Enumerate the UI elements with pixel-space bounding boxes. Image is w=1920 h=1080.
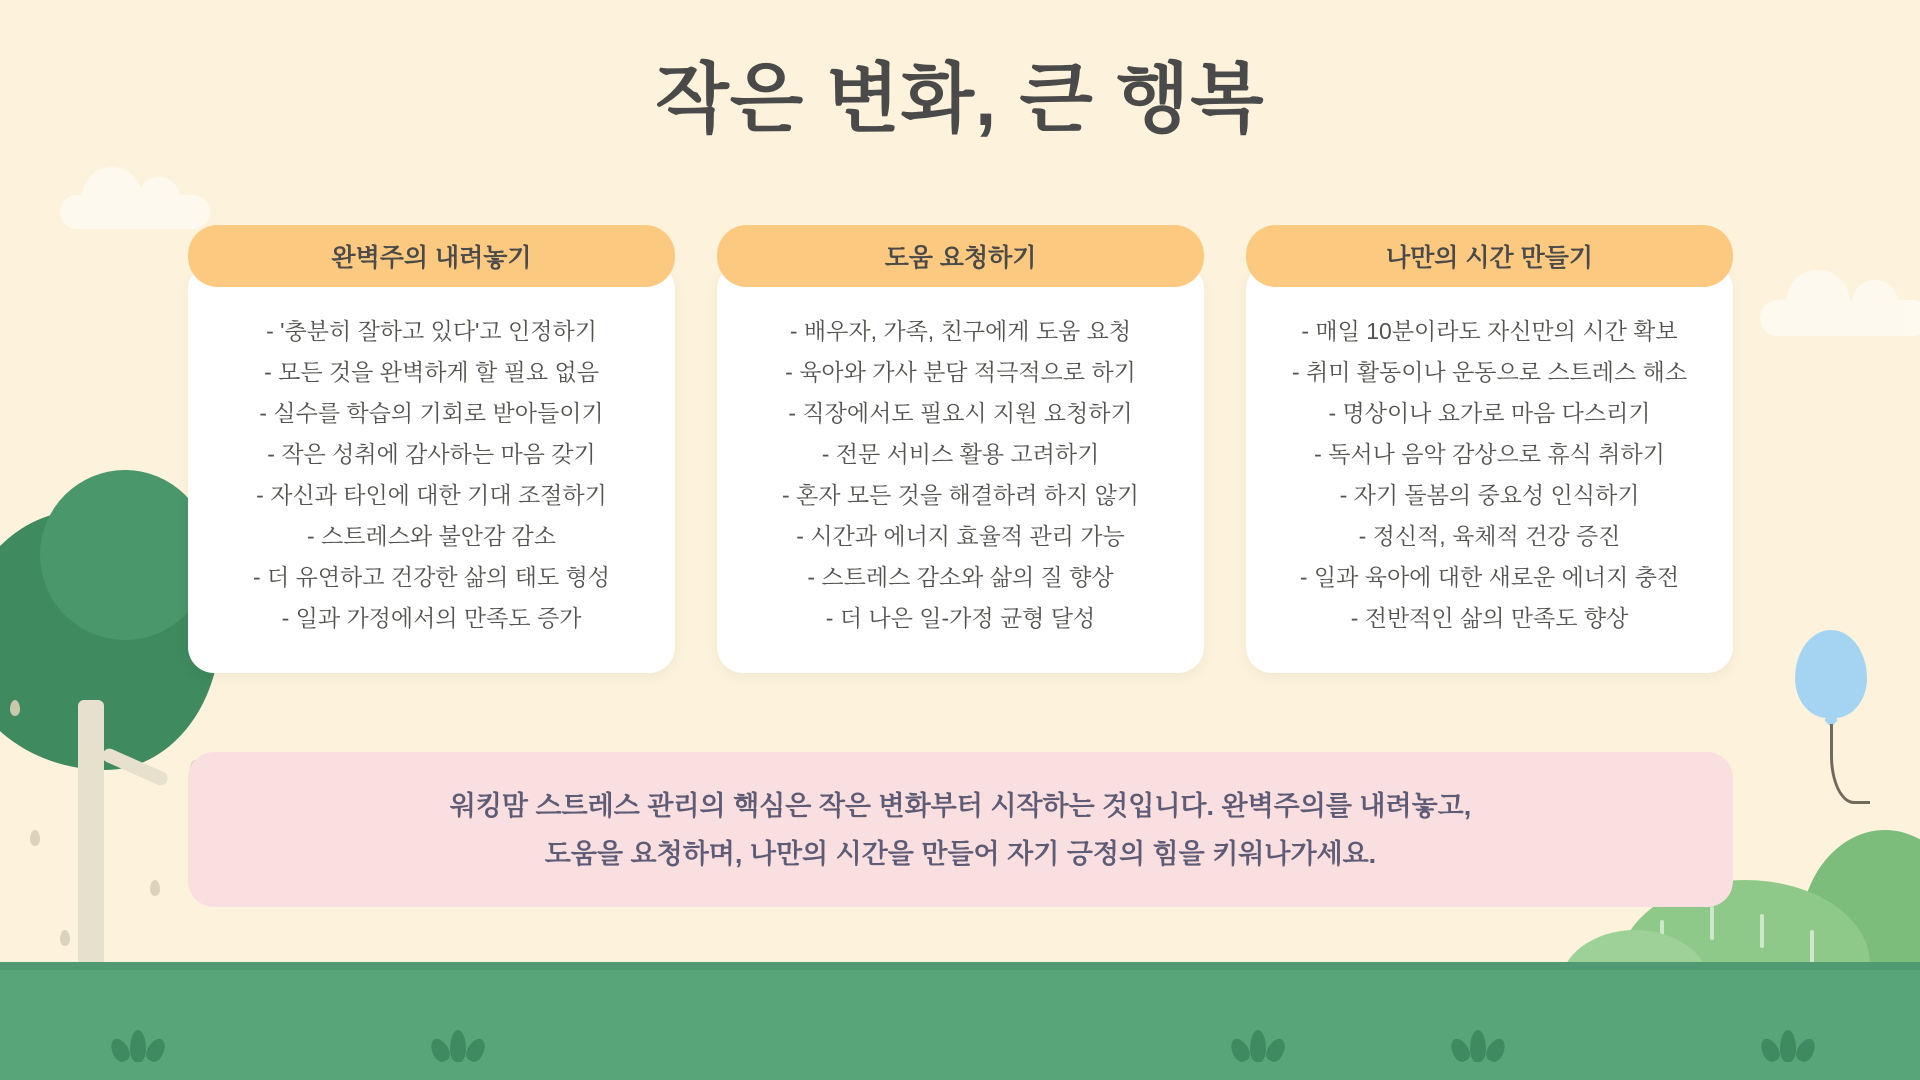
list-item: - 일과 가정에서의 만족도 증가 [281,605,582,631]
card-body [717,263,1204,673]
page-title: 작은 변화, 큰 행복 [655,57,1265,142]
list-item: - 전반적인 삶의 만족도 향상 [1350,605,1629,631]
summary-line-2: 도움을 요청하며, 나만의 시간을 만들어 자기 긍정의 힘을 키워나가세요. [544,838,1377,869]
grass-icon [1760,1026,1820,1062]
list-item: - 더 나은 일-가정 균형 달성 [825,605,1096,631]
bush-detail-icon [1760,914,1764,948]
list-item: - 모든 것을 완벽하게 할 필요 없음 [264,359,599,385]
tree-foliage-icon [40,470,210,640]
card-body [1246,263,1733,673]
list-item: - 명상이나 요가로 마음 다스리기 [1328,400,1651,426]
list-item: - 작은 성취에 감사하는 마음 갖기 [267,441,596,467]
tree-trunk-icon [78,700,104,970]
summary-note [188,752,1733,907]
list-item: - 시간과 에너지 효율적 관리 가능 [796,523,1125,549]
list-item: - 스트레스 감소와 삶의 질 향상 [807,564,1114,590]
balloon-string-icon [1830,724,1870,804]
cloud-icon [1760,300,1920,336]
card-header: 나만의 시간 만들기 [1246,225,1733,287]
list-item: - 실수를 학습의 기회로 받아들이기 [259,400,604,426]
list-item: - 독서나 음악 감상으로 휴식 취하기 [1314,441,1665,467]
list-item: - 취미 활동이나 운동으로 스트레스 해소 [1291,359,1688,385]
card-perfectionism [188,225,675,673]
list-item: - 육아와 가사 분담 적극적으로 하기 [785,359,1136,385]
grass-icon [110,1026,170,1062]
leaf-icon [150,880,160,896]
bush-detail-icon [1810,930,1814,964]
card-header: 도움 요청하기 [717,225,1204,287]
leaf-icon [10,700,20,716]
list-item: - 배우자, 가족, 친구에게 도움 요청 [789,318,1132,344]
card-list [737,311,1184,639]
list-item: - 스트레스와 불안감 감소 [306,523,556,549]
card-list [208,311,655,639]
balloon-icon [1795,630,1867,718]
summary-line-1: 워킹맘 스트레스 관리의 핵심은 작은 변화부터 시작하는 것입니다. 완벽주의를 내려놓고, [449,790,1472,821]
list-item: - 매일 10분이라도 자신만의 시간 확보 [1301,318,1678,344]
card-me-time [1246,225,1733,673]
card-group [188,225,1733,673]
list-item: - 직장에서도 필요시 지원 요청하기 [788,400,1133,426]
list-item: - 더 유연하고 건강한 삶의 태도 형성 [252,564,611,590]
ground-strip [0,970,1920,1080]
card-body [188,263,675,673]
grass-icon [430,1026,490,1062]
card-ask-for-help [717,225,1204,673]
list-item: - 일과 육아에 대한 새로운 에너지 충전 [1299,564,1680,590]
cloud-icon [60,195,210,229]
list-item: - 자신과 타인에 대한 기대 조절하기 [256,482,607,508]
card-list [1266,311,1713,639]
list-item: - 자기 돌봄의 중요성 인식하기 [1339,482,1640,508]
leaf-icon [60,930,70,946]
list-item: - 혼자 모든 것을 해결하려 하지 않기 [781,482,1140,508]
leaf-icon [30,830,40,846]
grass-icon [1450,1026,1510,1062]
card-header: 완벽주의 내려놓기 [188,225,675,287]
list-item: - 전문 서비스 활용 고려하기 [821,441,1100,467]
list-item: - '충분히 잘하고 있다'고 인정하기 [266,318,597,344]
grass-icon [1230,1026,1290,1062]
list-item: - 정신적, 육체적 건강 증진 [1358,523,1621,549]
bush-detail-icon [1710,906,1714,940]
